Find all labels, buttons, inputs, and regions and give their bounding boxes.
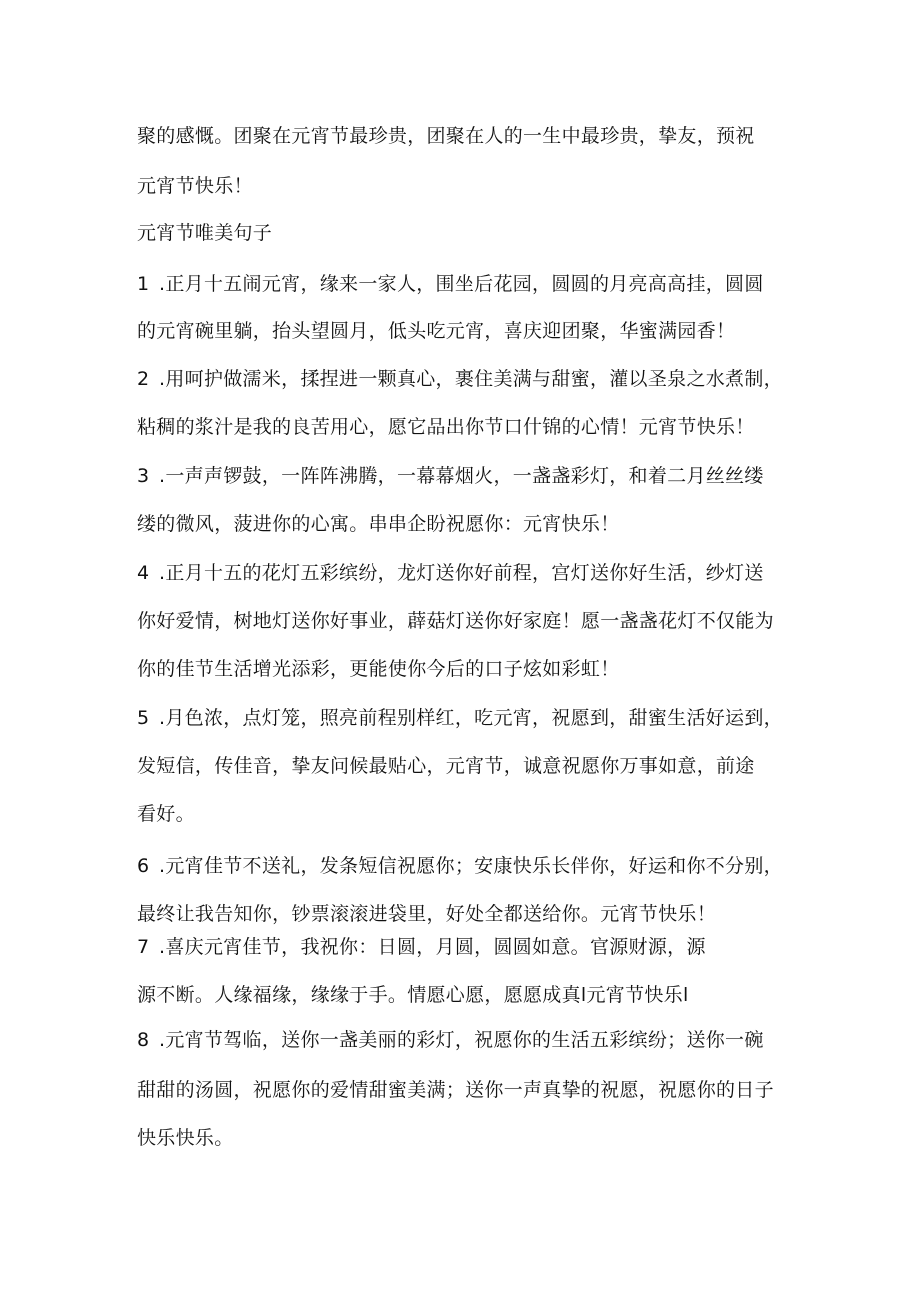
list-item-number: 7 bbox=[137, 936, 150, 958]
list-item-number: 6 bbox=[137, 855, 150, 877]
list-item-number: 2 bbox=[137, 368, 150, 390]
list-item-text: .喜庆元宵佳节，我祝你：日圆，月圆，圆圆如意。官源财源，源 bbox=[159, 936, 706, 958]
list-item-2-line-2: 粘稠的浆汁是我的良苦用心，愿它品出你节口什锦的心情！元宵节快乐！ bbox=[137, 416, 755, 438]
list-item-7-line-2: 源不断。人缘福缘，缘缘于手。情愿心愿，愿愿成真l元宵节快乐l bbox=[137, 984, 689, 1006]
list-item-4-line-1 bbox=[137, 560, 764, 586]
intro-line-2: 元宵节快乐！ bbox=[137, 175, 253, 197]
list-item-6-line-2: 最终让我告知你，钞票滚滚进袋里，好处全都送给你。元宵节快乐！ bbox=[137, 903, 717, 925]
list-item-7-line-1 bbox=[137, 934, 706, 960]
list-item-5-line-1 bbox=[137, 705, 783, 731]
list-item-4-line-2: 你好爱情，树地灯送你好事业，薜菇灯送你好家庭！愿一盏盏花灯不仅能为 bbox=[137, 610, 774, 632]
intro-line-1: 聚的感慨。团聚在元宵节最珍贵，团聚在人的一生中最珍贵，挚友，预祝 bbox=[137, 125, 755, 147]
list-item-text: .元宵佳节不送礼，发条短信祝愿你；安康快乐长伴你，好运和你不分别， bbox=[159, 855, 783, 877]
list-item-text: .元宵节驾临，送你一盏美丽的彩灯，祝愿你的生活五彩缤纷；送你一碗 bbox=[159, 1029, 764, 1051]
list-item-text: .一声声锣鼓，一阵阵沸腾，一幕幕烟火，一盏盏彩灯，和着二月丝丝缕 bbox=[159, 465, 764, 487]
list-item-number: 3 bbox=[137, 465, 150, 487]
list-item-number: 5 bbox=[137, 707, 150, 729]
list-item-8-line-3: 快乐快乐。 bbox=[137, 1127, 234, 1149]
list-item-text: .正月十五闹元宵，缘来一家人，围坐后花园，圆圆的月亮高高挂，圆圆 bbox=[159, 273, 764, 295]
list-item-5-line-2: 发短信，传佳音，挚友问候最贴心，元宵节，诚意祝愿你万事如意，前途 bbox=[137, 755, 755, 777]
list-item-text: .正月十五的花灯五彩缤纷，龙灯送你好前程，宫灯送你好生活，纱灯送 bbox=[159, 562, 764, 584]
list-item-text: .月色浓，点灯笼，照亮前程别样红，吃元宵，祝愿到，甜蜜生活好运到， bbox=[159, 707, 783, 729]
list-item-4-line-3: 你的佳节生活增光添彩，更能使你今后的口子炫如彩虹！ bbox=[137, 658, 620, 680]
section-heading: 元宵节唯美句子 bbox=[137, 222, 273, 244]
list-item-1-line-1 bbox=[137, 271, 764, 297]
list-item-text: .用呵护做濡米，揉捏进一颗真心，裹住美满与甜蜜，灌以圣泉之水煮制， bbox=[159, 368, 783, 390]
list-item-8-line-1 bbox=[137, 1027, 764, 1053]
list-item-2-line-1 bbox=[137, 366, 783, 392]
list-item-3-line-2: 缕的微风，菠进你的心寓。串串企盼祝愿你：元宵快乐！ bbox=[137, 513, 620, 535]
list-item-6-line-1 bbox=[137, 853, 783, 879]
list-item-5-line-3: 看好。 bbox=[137, 803, 195, 825]
list-item-number: 4 bbox=[137, 562, 150, 584]
list-item-1-line-2: 的元宵碗里躺，抬头望圆月，低头吃元宵，喜庆迎团聚，华蜜满园香！ bbox=[137, 320, 736, 342]
list-item-8-line-2: 甜甜的汤圆，祝愿你的爱情甜蜜美满；送你一声真挚的祝愿，祝愿你的日子 bbox=[137, 1079, 774, 1101]
list-item-number: 1 bbox=[137, 273, 150, 295]
list-item-number: 8 bbox=[137, 1029, 150, 1051]
list-item-3-line-1 bbox=[137, 463, 764, 489]
